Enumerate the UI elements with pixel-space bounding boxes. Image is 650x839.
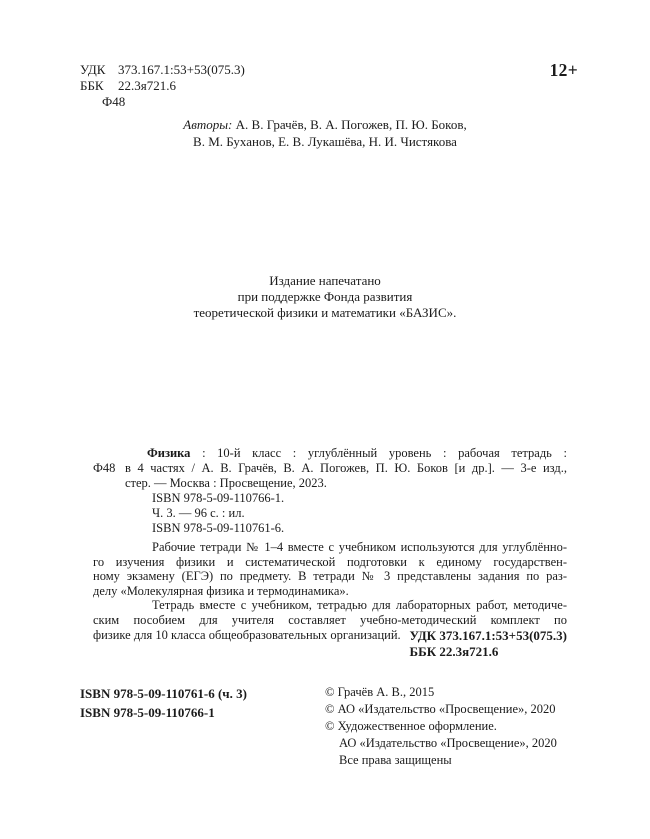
age-rating-badge: 12+ <box>549 60 578 80</box>
catalog-line: в 4 частях / А. В. Грачёв, В. А. Погожев, П. Ю. Боков [и др.]. — 3-е изд., <box>125 461 567 475</box>
authors-line-2: В. М. Буханов, Е. В. Лукашёва, Н. И. Чистякова <box>193 133 457 149</box>
isbn-block <box>80 684 247 722</box>
copyright-line: © АО «Издательство «Просвещение», 2020 <box>325 702 556 716</box>
authors-label: Авторы: <box>183 117 233 132</box>
annotation-line: физике для 10 класса общеобразовательных организаций. <box>93 627 401 642</box>
bibliographic-block <box>93 446 567 642</box>
annotation-line: делу «Молекулярная физика и термодинамика». <box>93 583 349 598</box>
bbk-line <box>80 78 245 94</box>
catalog-title-rest: : 10-й класс : углублённый уровень : рабочая тетрадь : <box>190 446 567 460</box>
authors-line-1 <box>0 117 650 134</box>
sponsor-note <box>0 273 650 321</box>
annotation-line: Рабочие тетради № 1–4 вместе с учебником используются для углублённо- <box>152 540 567 554</box>
copyright-block <box>325 684 557 769</box>
margin-author-sign: Ф48 <box>93 461 116 475</box>
classification-footer <box>410 628 568 659</box>
sponsor-line: теоретической физики и математики «БАЗИС». <box>193 305 457 320</box>
authors-block <box>0 117 650 150</box>
annotation-line: ским пособием для учителя составляет учебно-методический комплект по <box>93 612 567 627</box>
classification-header <box>80 62 245 110</box>
copyright-line: © Грачёв А. В., 2015 <box>325 685 435 699</box>
bbk-value: 22.3я721.6 <box>118 78 176 93</box>
annotation-line: Тетрадь вместе с учебником, тетрадью для лабораторных работ, методиче- <box>152 598 567 613</box>
annotation-line: го изучения физики и систематической подготовки к единому государствен- <box>93 554 567 569</box>
isbn-line: ISBN 978-5-09-110761-6 (ч. 3) <box>80 686 247 701</box>
catalog-isbn-line: ISBN 978-5-09-110761-6. <box>152 521 285 535</box>
catalog-line <box>125 446 567 461</box>
copyright-line: Все права защищены <box>339 753 452 767</box>
udk-value: 373.167.1:53+53(075.3) <box>118 62 245 77</box>
author-sign-code: Ф48 <box>102 94 126 109</box>
catalog-part-line: Ч. 3. — 96 с. : ил. <box>152 506 245 520</box>
udk-bold-line: УДК 373.167.1:53+53(075.3) <box>409 628 567 643</box>
sponsor-line: Издание напечатано <box>269 273 381 288</box>
bbk-bold-line: ББК 22.3я721.6 <box>409 643 499 659</box>
catalog-isbn-line: ISBN 978-5-09-110766-1. <box>152 491 285 505</box>
bbk-label: ББК <box>80 78 104 93</box>
annotation-line: ному экзамену (ЕГЭ) по предмету. В тетради № 3 представлены задания по раз- <box>93 569 567 584</box>
copyright-line: © Художественное оформление. <box>325 719 497 733</box>
udk-line <box>80 62 245 78</box>
isbn-line: ISBN 978-5-09-110766-1 <box>80 705 215 720</box>
udk-label: УДК <box>80 62 106 77</box>
book-title: Физика <box>147 446 191 460</box>
annotation-paragraph-1 <box>93 540 567 598</box>
copyright-line: АО «Издательство «Просвещение», 2020 <box>339 736 557 750</box>
catalog-line: стер. — Москва : Просвещение, 2023. <box>125 476 327 490</box>
authors-names-1: А. В. Грачёв, В. А. Погожев, П. Ю. Боков, <box>232 117 467 132</box>
catalog-card <box>93 446 567 536</box>
sponsor-line: при поддержке Фонда развития <box>237 289 413 304</box>
